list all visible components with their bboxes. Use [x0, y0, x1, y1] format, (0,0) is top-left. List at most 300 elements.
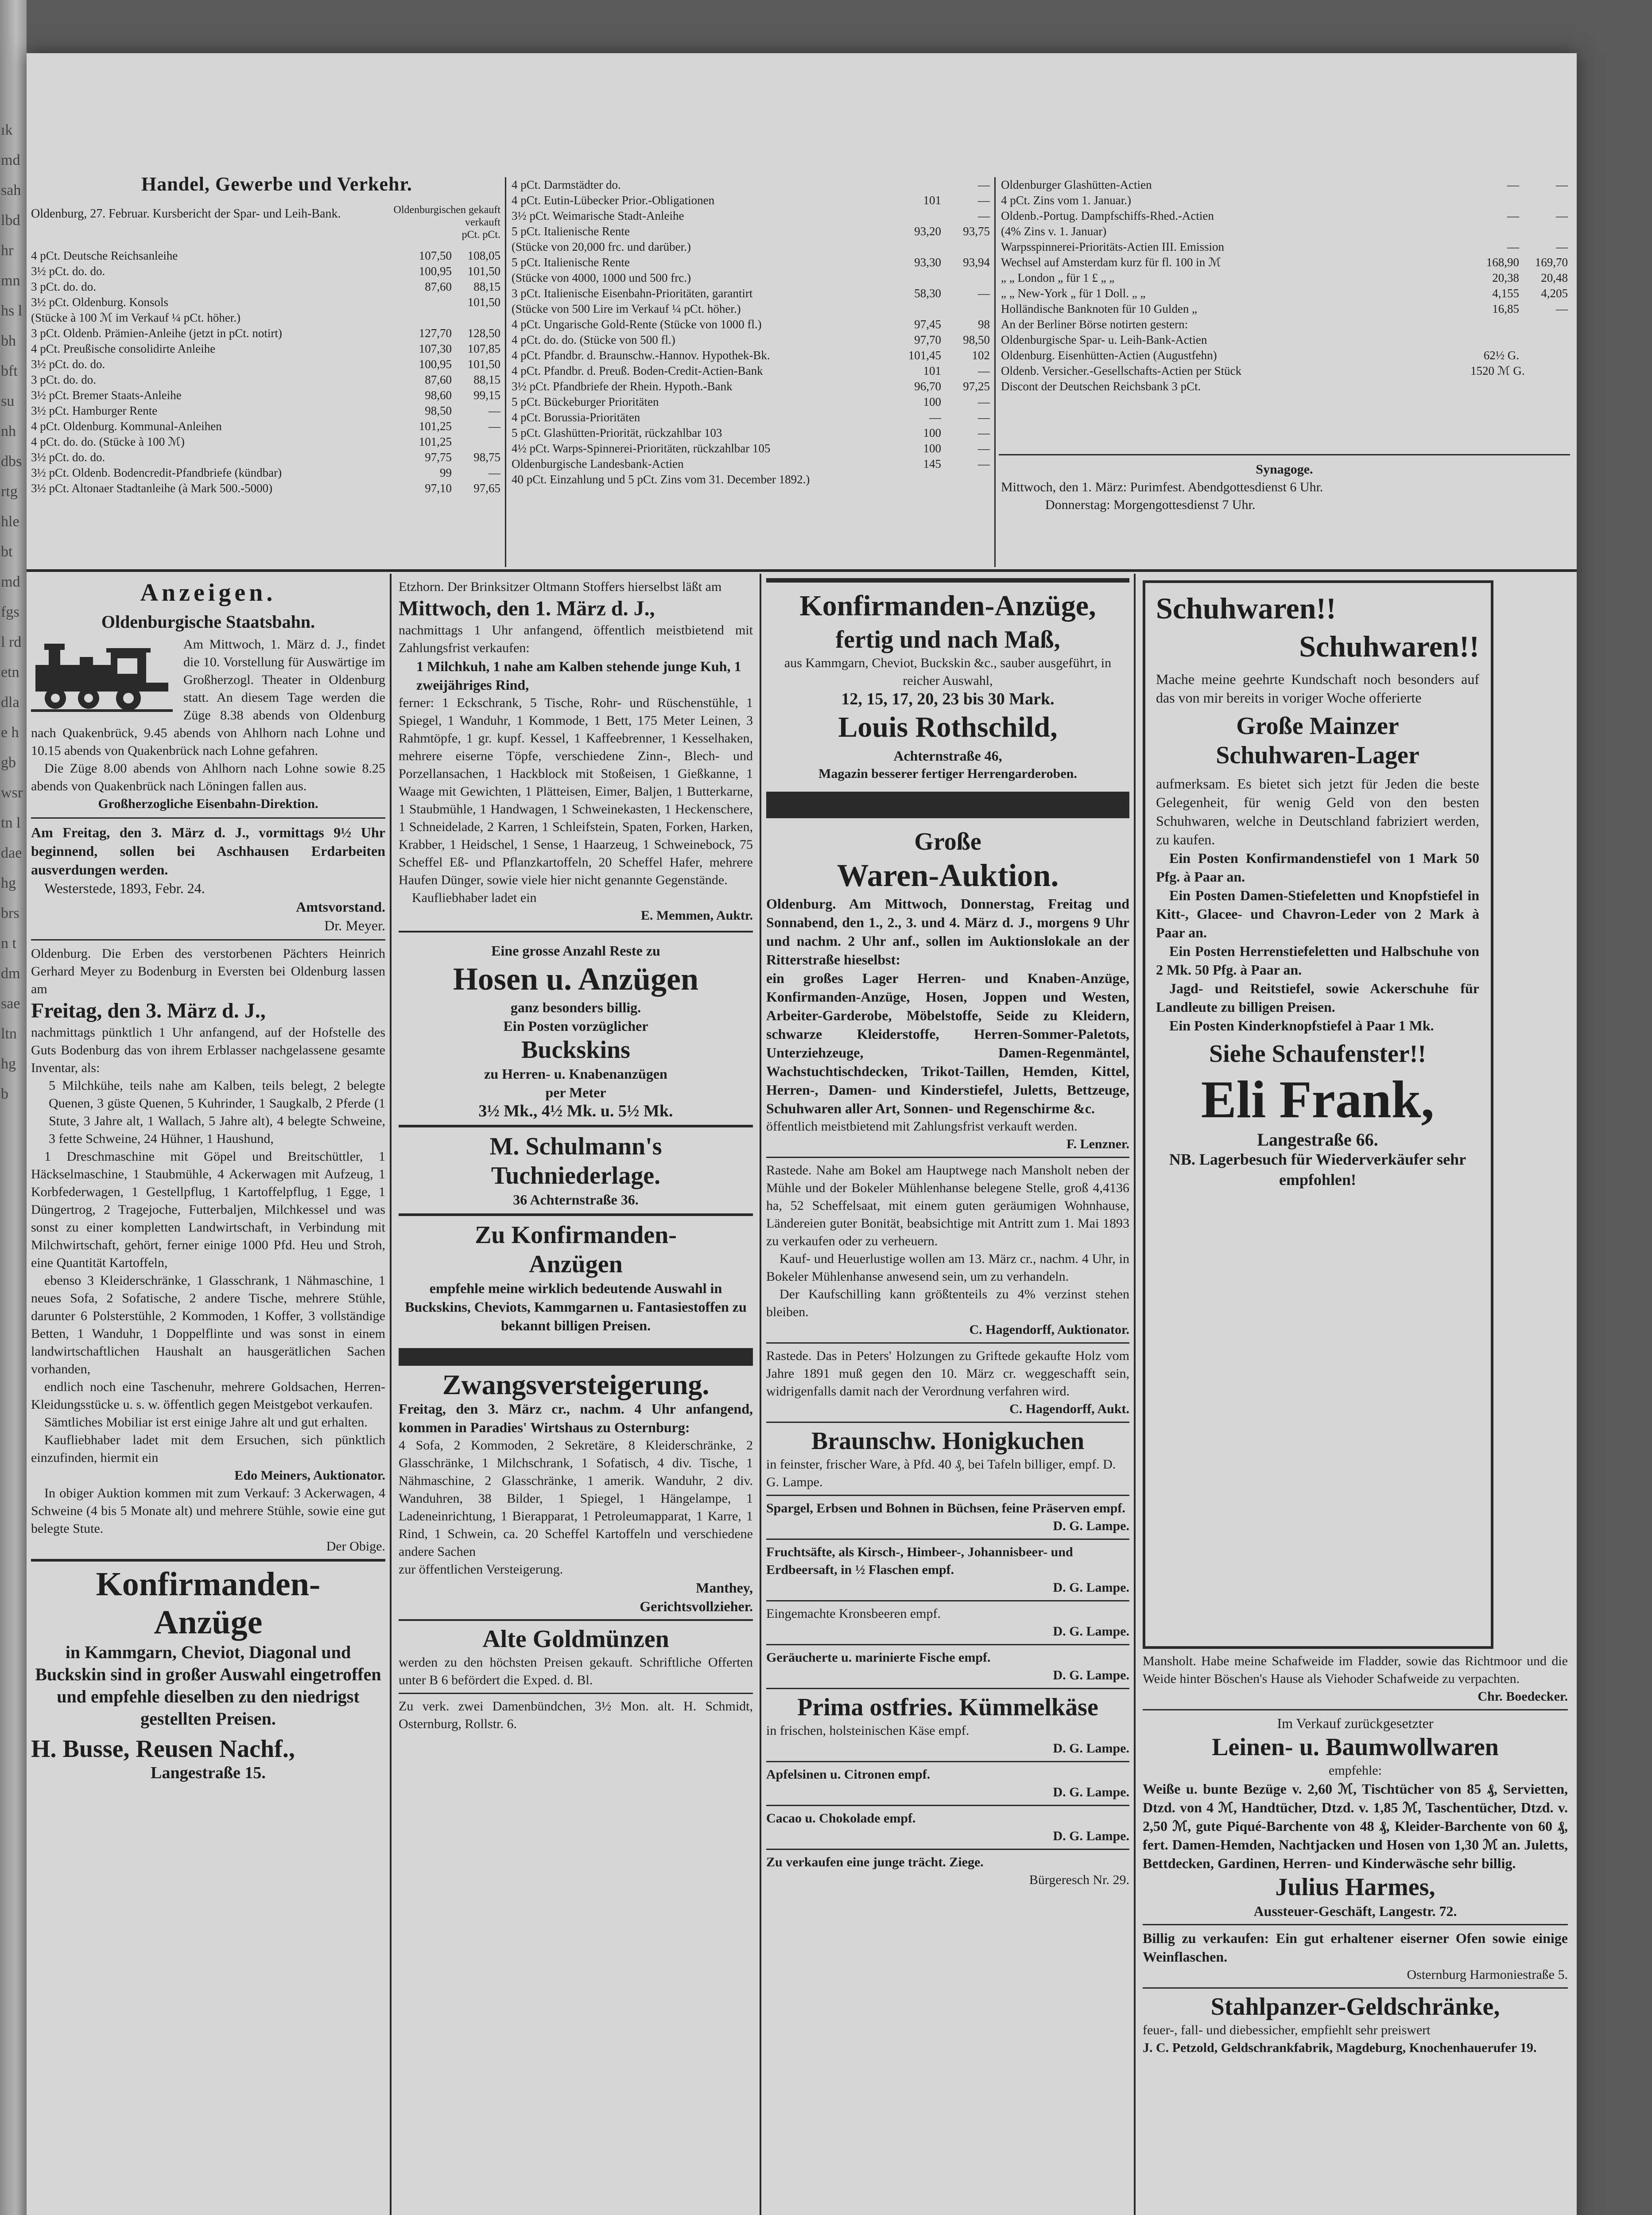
lampe-signature: D. G. Lampe. [1053, 1580, 1129, 1595]
market-cell-v2 [1519, 332, 1568, 348]
market-cell-v1: 98,50 [425, 404, 452, 417]
market-cell-v1: 100 [923, 442, 941, 455]
market-cell-v2: — [1556, 178, 1568, 191]
schuh-text2: aufmerksam. Es bietet sich jetzt für Jeden die beste Gelegenheit, für wenig Geld von den besten Schuhwaren, welche in Deutschland fabriziert werden, zu kaufen. [1156, 776, 1479, 847]
reste-title2: Buckskins [521, 1036, 630, 1064]
lampe-signature: D. G. Lampe. [1053, 1624, 1129, 1639]
mansholt-signature: Chr. Boedecker. [1477, 1689, 1568, 1704]
lampe-signature: D. G. Lampe. [1053, 1785, 1129, 1799]
market-cell-d: 4 pCt. do. do. (Stücke à 100 ℳ) [31, 435, 185, 448]
market-cell-d: Wechsel auf Amsterdam kurz für fl. 100 in ℳ [1001, 256, 1221, 269]
column-3 [766, 578, 1129, 2215]
market-cell-d: 5 pCt. Bückeburger Prioritäten [512, 395, 659, 408]
market-row [512, 177, 990, 193]
market-cell-v2: 98,50 [963, 333, 990, 346]
market-cell-d: 3 pCt. Italienische Eisenbahn-Prioritäten, garantirt [512, 287, 753, 300]
market-row [512, 193, 990, 208]
bodenburg-signature: Edo Meiners, Auktionator. [234, 1468, 385, 1483]
bodenburg-text2: nachmittags pünktlich 1 Uhr anfangend, auf der Hofstelle des Guts Bodenburg das von ihrem Erblasser nachgelassene gesamte Inventar, als: [31, 1025, 385, 1075]
etzhorn-text4: Kaufliebhaber ladet ein [412, 890, 537, 905]
market-row [1001, 363, 1568, 379]
market-row [512, 239, 990, 255]
reste-prices: 3½ Mk., 4½ Mk. u. 5½ Mk. [478, 1102, 673, 1120]
market-row [1001, 270, 1568, 286]
divider [766, 1688, 1129, 1689]
synagoge [1001, 461, 1568, 514]
busse-name: H. Busse, Reusen Nachf., [31, 1735, 295, 1763]
market-cell-d: 5 pCt. Italienische Rente [512, 256, 630, 269]
busse-title2: Anzüge [154, 1604, 263, 1641]
gold-title: Alte Goldmünzen [482, 1625, 669, 1653]
market-cell-d: 4 pCt. Ungarische Gold-Rente (Stücke von 1000 fl.) [512, 318, 762, 331]
market-cell-d: (Stücke von 4000, 1000 und 500 frc.) [512, 271, 691, 284]
market-cell-v2 [1519, 193, 1568, 208]
market-cell-v1: 99 [440, 466, 452, 479]
market-cell-v1 [892, 177, 941, 193]
market-row [512, 363, 990, 379]
market-row [512, 410, 990, 425]
aal-text: Geräucherte u. marinierte Fische empf. [766, 1650, 991, 1665]
market-row [1001, 317, 1568, 332]
market-cell-v2 [452, 310, 500, 326]
market-cell-v1: 97,70 [914, 333, 941, 346]
kase-title: Prima ostfries. Kümmelkäse [797, 1694, 1098, 1721]
rule [505, 177, 506, 567]
bodenburg-text7: Kaufliebhaber ladet mit dem Ersuchen, sich pünktlich einzufinden, hiermit ein [31, 1433, 385, 1465]
market-cell-v2 [941, 270, 990, 286]
ofen-address: Osternburg Harmoniestraße 5. [1407, 1967, 1568, 1982]
black-band [399, 1348, 753, 1366]
market-cell-v2: 93,94 [963, 256, 990, 269]
black-band [766, 578, 1129, 583]
market-row [31, 295, 500, 310]
market-cell-v1: 107,50 [419, 249, 452, 262]
etzhorn-text1: Etzhorn. Der Brinksitzer Oltmann Stoffers hierselbst läßt am [399, 579, 722, 594]
staatsbahn-text2: Die Züge 8.00 abends von Ahlhorn nach Lohne sowie 8.25 abends von Quakenbrück nach Löningen fallen aus. [31, 761, 385, 793]
schuh-title2: Schuhwaren!! [1299, 630, 1479, 663]
westerstede-signature: Amtsvorstand. [296, 899, 385, 915]
market-cell-d: 3½ pCt. Oldenb. Bodencredit-Pfandbriefe (kündbar) [31, 466, 282, 479]
divider [766, 1805, 1129, 1806]
market-cell-d: 4 pCt. Pfandbr. d. Preuß. Boden-Credit-Actien-Bank [512, 364, 763, 377]
market-cell-d: „ „ London „ für 1 £ „ „ [1001, 271, 1115, 284]
market-row [512, 255, 990, 270]
damen-text: Zu verk. zwei Damenbündchen, 3½ Mon. alt. H. Schmidt, Osternburg, Rollstr. 6. [399, 1699, 753, 1731]
market-cell-v2: 98 [978, 318, 990, 331]
auktion-title2: Waren-Auktion. [837, 858, 1059, 893]
divider [31, 1559, 385, 1562]
market-cell-v1: 1520 ℳ G. [1470, 364, 1525, 377]
schulmann-title2: Tuchniederlage. [491, 1162, 661, 1189]
market-cell-d: Discont der Deutschen Reichsbank 3 pCt. [1001, 380, 1201, 393]
market-cell-v1: 101,25 [419, 435, 452, 448]
divider [766, 1539, 1129, 1540]
lampe-signature: D. G. Lampe. [1053, 1829, 1129, 1843]
market-row [31, 403, 500, 419]
market-cell-d: 3½ pCt. do. do. [31, 358, 105, 371]
divider [766, 1342, 1129, 1344]
konf-title2: Anzügen [529, 1251, 623, 1278]
market-cell-v1: 93,20 [914, 225, 941, 238]
market-cell-d: An der Berliner Börse notirten gestern: [1001, 318, 1188, 331]
market-cell-d: Oldenburger Glashütten-Actien [1001, 178, 1152, 191]
market-cell-v2: 102 [972, 349, 990, 362]
market-cell-v1: 93,30 [914, 256, 941, 269]
honig-title: Braunschw. Honigkuchen [811, 1427, 1085, 1455]
market-row [512, 286, 990, 301]
market-cell-v2: — [978, 178, 990, 191]
market-cell-v2: — [978, 426, 990, 439]
market-cell-v1: 97,10 [425, 482, 452, 495]
market-row [31, 326, 500, 341]
market-cell-d: 3½ pCt. Weimarische Stadt-Anleihe [512, 209, 684, 222]
konf-text: empfehle meine wirklich bedeutende Auswahl in Buckskins, Cheviots, Kammgarnen u. Fantasiestoffen zu bekannt billigen Preisen. [405, 1280, 747, 1333]
auktion-signature: F. Lenzner. [1066, 1137, 1129, 1151]
krons-text: Eingemachte Kronsbeeren empf. [766, 1606, 941, 1621]
market-cell-v2: — [489, 420, 500, 433]
schuh-text3: Ein Posten Konfirmandenstiefel von 1 Mark 50 Pfg. à Paar an. [1156, 850, 1479, 885]
divider [766, 1600, 1129, 1601]
divider [399, 931, 753, 933]
rastede-signature: C. Hagendorff, Auktionator. [969, 1322, 1129, 1337]
column-1 [31, 578, 385, 2215]
anzeigen-heading: Anzeigen. [140, 579, 276, 606]
auktion-text2: ein großes Lager Herren- und Knaben-Anzüge, Konfirmanden-Anzüge, Hosen, Joppen und Westen, Arbeiter-Garderobe, Möbelstoffe, Seide zu Kleidern, schwarze Kleiderstoffe, Herren-Sommer-Paletots, Unterziehzeuge, Damen-Regenmäntel, Wachstuchtischdecken, Trikot-Taillen, Hemden, Kittel, Herren-, Damen- und Kinderstiefel, Juletts, Bettzeuge, Schuhwaren aller Art, Sonnen- und Regenschirme &c. [766, 970, 1129, 1116]
bodenburg-date: Freitag, den 3. März d. J., [31, 999, 266, 1022]
rastede2-signature: C. Hagendorff, Aukt. [1009, 1402, 1129, 1416]
market-row [31, 388, 500, 403]
market-cell-d: Oldenburgische Spar- u. Leih-Bank-Actien [1001, 333, 1207, 346]
market-cell-v1 [403, 310, 452, 326]
market-cell-v1: 100 [923, 395, 941, 408]
rothschild-address: Achternstraße 46, [893, 748, 1002, 764]
market-cell-d: 3½ pCt. Altonaer Stadtanleihe (à Mark 500.-5000) [31, 482, 273, 495]
schuh-title1: Schuhwaren!! [1156, 591, 1336, 625]
market-cell-v2: 97,25 [963, 380, 990, 393]
bodenburg-text8: In obiger Auktion kommen mit zum Verkauf: 3 Ackerwagen, 4 Schweine (4 bis 5 Monate alt) und mehrere Stühle, sowie eine gut belegte Stute. [31, 1486, 385, 1536]
schuh-text4: Ein Posten Damen-Stiefeletten und Knopfstiefel in Kitt-, Glacee- und Chavron-Leder von 2 Mark à Paar an. [1156, 887, 1479, 940]
market-cell-v1: — [1507, 209, 1519, 222]
market-row [1001, 224, 1568, 239]
market-cell-v1: — [1507, 240, 1519, 253]
market-row [512, 332, 990, 348]
market-cell-d: „ „ New-York „ für 1 Doll. „ „ [1001, 287, 1146, 300]
market-cell-v2: 101,50 [467, 264, 500, 278]
synagoge-title: Synagoge. [1256, 462, 1313, 477]
market-cell-d: Oldenburgische Landesbank-Actien [512, 457, 684, 470]
market-cell-d: 3 pCt. do. do. [31, 280, 97, 293]
column-rule [1134, 574, 1136, 2215]
rastede-text2: Kauf- und Heuerlustige wollen am 13. März cr., nachm. 4 Uhr, in Bokeler Mühlenhanse anwesend sein, um zu verhandeln. [766, 1251, 1129, 1284]
column-4-lower [1143, 1652, 1568, 2215]
etzhorn-signature: E. Memmen, Auktr. [640, 908, 753, 923]
market-cell-v1: — [1507, 178, 1519, 191]
synagoge-text: Mittwoch, den 1. März: Purimfest. Abendgottesdienst 6 Uhr. [1001, 480, 1323, 494]
market-cell-d: Oldenburg. Eisenhütten-Actien (Augustfehn) [1001, 349, 1217, 362]
divider [766, 1422, 1129, 1423]
divider [399, 1619, 753, 1621]
market-cell-v1 [892, 270, 941, 286]
market-row [31, 434, 500, 450]
market-cell-v1: 87,60 [425, 280, 452, 293]
market-cell-v1: 101 [923, 194, 941, 207]
market-cell-v2 [1519, 224, 1568, 239]
market-cell-v2: — [978, 194, 990, 207]
schuh-text7: Ein Posten Kinderknopfstiefel à Paar 1 Mk. [1169, 1018, 1434, 1034]
market-cell-v1: 98,60 [425, 389, 452, 402]
newspaper-page [27, 53, 1577, 2215]
market-cell-d: 5 pCt. Italienische Rente [512, 225, 630, 238]
eli-frank-nb: NB. Lagerbesuch für Wiederverkäufer sehr empfohlen! [1169, 1150, 1466, 1189]
spargel-text: Spargel, Erbsen und Bohnen in Büchsen, feine Präserven empf. [766, 1501, 1125, 1516]
market-cell-v2: 108,05 [467, 249, 500, 262]
market-row [31, 310, 500, 326]
etzhorn-text2: nachmittags 1 Uhr anfangend, öffentlich meistbietend mit Zahlungsfrist verkaufen: [399, 623, 753, 655]
market-row [512, 270, 990, 286]
market-cell-v2: — [978, 209, 990, 222]
harmes-text1: empfehle: [1329, 1763, 1382, 1778]
mansholt-text: Mansholt. Habe meine Schafweide im Fladder, sowie das Richtmoor und die Weide hinter Böschen's Hause als Viehoder Schafweide zu verpachten. [1143, 1654, 1568, 1686]
market-cell-d: (Stücke von 500 Lire im Verkauf ¼ pCt. höher.) [512, 302, 741, 315]
konf-title: Zu Konfirmanden- [475, 1221, 677, 1249]
harmes-text0: Im Verkauf zurückgesetzter [1277, 1715, 1434, 1731]
auktion-title1: Große [914, 828, 981, 855]
schulmann-address: 36 Achternstraße 36. [513, 1192, 639, 1208]
market-cell-v2: — [978, 364, 990, 377]
market-cell-v1: 101,25 [419, 420, 452, 433]
kase-text: in frischen, holsteinischen Käse empf. [766, 1723, 969, 1738]
market-cell-v2 [941, 301, 990, 317]
reste-text5: per Meter [545, 1084, 606, 1100]
harmes-address: Aussteuer-Geschäft, Langestr. 72. [1253, 1903, 1457, 1919]
market-cell-v1: 58,30 [914, 287, 941, 300]
market-cell-v1: 127,70 [419, 326, 452, 340]
divider [766, 1644, 1129, 1645]
market-row [1001, 177, 1568, 193]
lampe-signature: D. G. Lampe. [1053, 1668, 1129, 1683]
divider [1143, 1709, 1568, 1710]
market-cell-v1: 97,75 [425, 451, 452, 464]
market-col3 [1001, 177, 1568, 447]
stahl-signature: J. C. Petzold, Geldschrankfabrik, Magdeburg, Knochenhauerufer 19. [1143, 2040, 1537, 2055]
market-cell-v1: 100,95 [419, 264, 452, 278]
rastede-text: Rastede. Nahe am Bokel am Hauptwege nach Mansholt neben der Mühle und der Bokeler Mühlenhanse belegene Stelle, groß 4,4136 ha, 52 Scheffelsaat, mit einem guten geräumigen Wohnhause, Ländereien guter Bonität, beabsichtige mit Antritt zum 1. Mai 1893 zu verkaufen oder zu verheuern. [766, 1163, 1129, 1248]
busse-address: Langestraße 15. [151, 1764, 266, 1782]
market-cell-v1: 168,90 [1486, 256, 1519, 269]
divider [31, 939, 385, 940]
market-cell-v2: — [1556, 302, 1568, 315]
rule [999, 454, 1570, 455]
market-col2 [512, 177, 990, 567]
auktion-text3: öffentlich meistbietend mit Zahlungsfrist verkauft werden. [766, 1119, 1078, 1134]
market-cell-v2: 93,75 [963, 225, 990, 238]
previous-page-text: ıkmdsahlbd hrmnhs lbhbftsu nhdbsrtg hlebtmdfgsl rdetndlae hgbwsrtn ldaehgbrsn tdmsaeltnhgb [1, 122, 23, 1102]
market-cell-d: 3 pCt. do. do. [31, 373, 97, 386]
divider [766, 1761, 1129, 1762]
divider [399, 1213, 753, 1216]
market-cell-v2 [452, 434, 500, 450]
etzhorn-date: Mittwoch, den 1. März d. J., [399, 597, 655, 620]
market-cell-v2: — [489, 404, 500, 417]
market-cell-v1 [1470, 379, 1519, 394]
market-row [1001, 255, 1568, 270]
previous-page-edge [0, 0, 27, 2215]
honig-text: in feinster, frischer Ware, à Pfd. 40 ₰, bei Tafeln billiger, empf. D. G. Lampe. [766, 1457, 1116, 1489]
schaufenster: Siehe Schaufenster!! [1209, 1040, 1426, 1068]
market-cell-v1: 62½ G. [1483, 349, 1519, 362]
market-row [1001, 332, 1568, 348]
market-cell-d: 3½ pCt. do. do. [31, 264, 105, 278]
market-row [512, 394, 990, 410]
market-head: Oldenburgischen gekauft verkauft pCt. pCt. [393, 204, 500, 241]
schuh-title4: Schuhwaren-Lager [1216, 742, 1419, 769]
rastede-text3: Der Kaufschilling kann größtenteils zu 4% verzinst stehen bleiben. [766, 1287, 1129, 1319]
market-intro: Oldenburg, 27. Februar. Kursbericht der Spar- und Leih-Bank. [31, 207, 341, 221]
market-row [512, 208, 990, 224]
market-row [1001, 348, 1568, 363]
rule [994, 177, 996, 567]
divider [399, 1125, 753, 1127]
market-row [512, 317, 990, 332]
schulmann-title: M. Schulmann's [489, 1133, 662, 1160]
bodenburg-text3: 1 Dreschmaschine mit Göpel und Breitschüttler, 1 Häckselmaschine, 1 Staubmühle, 4 Ackerwagen mit Aufzeug, 1 Korbfederwagen, 1 Gestellpflug, 1 Kartoffelpflug, 1 Egge, 1 Düngertrog, 2 Tragejoche, Futterbaljen, Milchkessel und was sonst zu einer kompletten Landwirtschaft, in Verbindung mit Milchwirtschaft, gehört, ferner einige 1000 Pfd. Heu und Stroh, eine Quantität Kartoffeln, [31, 1149, 385, 1270]
market-cell-d: 4 pCt. Oldenburg. Kommunal-Anleihen [31, 420, 222, 433]
westerstede-signature2: Dr. Meyer. [324, 917, 385, 933]
market-cell-v2: 20,48 [1541, 271, 1568, 284]
market-cell-d: 4 pCt. Borussia-Prioritäten [512, 411, 640, 424]
market-cell-d: 4 pCt. Deutsche Reichsanleihe [31, 249, 178, 262]
market-cell-v2: 101,50 [467, 358, 500, 371]
market-cell-v2: — [978, 411, 990, 424]
divider [766, 1849, 1129, 1850]
market-cell-v1: 100 [923, 426, 941, 439]
market-cell-v2: 99,15 [473, 389, 500, 402]
market-cell-d: 3½ pCt. do. do. [31, 451, 105, 464]
schuh-text5: Ein Posten Herrenstiefeletten und Halbschuhe von 2 Mk. 50 Pfg. à Paar an. [1156, 943, 1479, 978]
stahl-text: feuer-, fall- und diebessicher, empfiehlt sehr preiswert [1143, 2023, 1431, 2037]
market-cell-d: (4% Zins v. 1. Januar) [1001, 225, 1107, 238]
konf3-title: Konfirmanden-Anzüge, [799, 590, 1096, 622]
market-cell-v1: 96,70 [914, 380, 941, 393]
market-row [1001, 379, 1568, 394]
market-cell-d: 4 pCt. Eutin-Lübecker Prior.-Obligationen [512, 194, 715, 207]
market-cell-v1: 100,95 [419, 358, 452, 371]
market-cell-v1 [1470, 193, 1519, 208]
market-cell-v2: — [978, 457, 990, 470]
market-row [512, 456, 990, 472]
eli-frank-name: Eli Frank, [1201, 1070, 1435, 1129]
staatsbahn-signature: Großherzogliche Eisenbahn-Direktion. [98, 797, 318, 811]
market-cell-v2 [1519, 363, 1568, 379]
market-row [1001, 208, 1568, 224]
market-cell-v2 [1519, 317, 1568, 332]
market-cell-v1 [1470, 224, 1519, 239]
market-cell-d: 4 pCt. do. do. (Stücke von 500 fl.) [512, 333, 675, 346]
zwang-text: Freitag, den 3. März cr., nachm. 4 Uhr anfangend, kommen in Paradies' Wirtshaus zu Osternburg: [399, 1401, 753, 1435]
konf3-text2: aus Kammgarn, Cheviot, Buckskin &c., sauber ausgeführt, in reicher Auswahl, [784, 656, 1112, 688]
market-cell-v2: 88,15 [473, 373, 500, 386]
divider [1143, 1987, 1568, 1989]
market-cell-d: Warpsspinnerei-Prioritäts-Actien III. Emission [1001, 240, 1224, 253]
zwang-text2: 4 Sofa, 2 Kommoden, 2 Sekretäre, 8 Kleiderschränke, 2 Glasschränke, 1 Milchschrank, 1 Sofatisch, 4 div. Tische, 1 Nähmaschine, 2 Glasschränke, 1 amerik. Wanduhr, 2 div. Wanduhren, 38 Bilder, 1 Spiegel, 1 Hängelampe, 1 Ladeneinrichtung, 1 Bierapparat, 1 Petroleumapparat, 1 Karre, 1 Rind, 1 Schwein, ca. 20 Scheffel Kartoffeln und verschiedene andere Sachen [399, 1438, 753, 1559]
market-cell-d: 5 pCt. Glashütten-Priorität, rückzahlbar 103 [512, 426, 722, 439]
konf3-prices: 12, 15, 17, 20, 23 bis 30 Mark. [841, 690, 1055, 708]
market-cell-v1: 4,155 [1492, 287, 1519, 300]
konf3-text: fertig und nach Maß, [835, 626, 1060, 653]
market-row [31, 372, 500, 388]
market-cell-v1: 87,60 [425, 373, 452, 386]
market-cell-v2 [941, 239, 990, 255]
market-row [31, 279, 500, 295]
market-cell-v2: — [1556, 209, 1568, 222]
market-cell-v1: 20,38 [1492, 271, 1519, 284]
westerstede-text: Am Freitag, den 3. März d. J., vormittags 9½ Uhr beginnend, sollen bei Aschhausen Erdarbeiten ausverdungen werden. [31, 824, 385, 878]
column-rule [760, 574, 761, 2215]
staatsbahn-title: Oldenburgische Staatsbahn. [101, 612, 315, 632]
market-cell-v2: — [1556, 240, 1568, 253]
reste-title: Hosen u. Anzügen [453, 961, 699, 997]
reste-text4: zu Herren- u. Knabenanzügen [484, 1066, 667, 1082]
market-cell-v1 [892, 239, 941, 255]
harmes-text2: Weiße u. bunte Bezüge v. 2,60 ℳ, Tischtücher von 85 ₰, Servietten, Dtzd. von 4 ℳ, Handtücher, Dtzd. v. 1,85 ℳ, Taschentücher, Dtzd. v. 2,50 ℳ, gute Piqué-Barchente von 48 ₰, Kleider-Barchente von 60 ₰, fert. Damen-Hemden, Nachtjacken und Hosen von 1,30 ℳ an. Juletts, Bettdecken, Gardinen, Herren- und Kinderwäsche sehr billig. [1143, 1781, 1568, 1871]
market-col1 [31, 248, 500, 567]
market-cell-v1: 97,45 [914, 318, 941, 331]
market-row [31, 465, 500, 481]
rastede2-text: Rastede. Das in Peters' Holzungen zu Griftede gekaufte Holz vom Jahre 1891 muß gegen den 10. März cr. weggeschafft sein, widrigenfalls damit nach der Verordnung verfahren wird. [766, 1348, 1129, 1399]
market-cell-v1: 145 [923, 457, 941, 470]
market-row [31, 419, 500, 434]
column-rule [390, 574, 392, 2215]
synagoge-text2: Donnerstag: Morgengottesdienst 7 Uhr. [1045, 497, 1256, 512]
ziege-address: Bürgeresch Nr. 29. [1029, 1873, 1129, 1887]
market-cell-v1 [892, 301, 941, 317]
reste-text2: ganz besonders billig. [510, 999, 641, 1015]
market-cell-d: (Stücke von 20,000 frc. und darüber.) [512, 240, 691, 253]
market-cell-v1 [1470, 332, 1519, 348]
market-cell-d: 40 pCt. Einzahlung und 5 pCt. Zins vom 31. December 1892.) [512, 473, 810, 486]
auktion-text: Oldenburg. Am Mittwoch, Donnerstag, Freitag und Sonnabend, den 1., 2., 3. und 4. März d. J., morgens 9 Uhr und nachm. 2 Uhr anf., sollen im Auktionslokale an der Ritterstraße hieselbst: [766, 896, 1129, 968]
market-cell-v2: 98,75 [473, 451, 500, 464]
ofen-text: Billig zu verkaufen: Ein gut erhaltener eiserner Ofen sowie einige Weinflaschen. [1143, 1930, 1568, 1965]
market-row [31, 264, 500, 279]
bodenburg-text6: Sämtliches Mobiliar ist erst einige Jahre alt und gut erhalten. [44, 1415, 368, 1430]
staatsbahn-text: Am Mittwoch, 1. März d. J., findet die 10. Vorstellung für Auswärtige im Großherzogl. Theater in Oldenburg statt. An diesem Tage werden die Züge 8.38 abends von Oldenburg nach Quakenbrück, 9.45 abends von Ahlhorn nach Lohne und 10.15 abends von Quakenbrück nach Lohne gefahren. [31, 637, 385, 758]
market-cell-v2: — [978, 442, 990, 455]
market-cell-d: 3 pCt. Oldenb. Prämien-Anleihe (jetzt in pCt. notirt) [31, 326, 282, 340]
market-row [31, 248, 500, 264]
market-cell-v2: 97,65 [473, 482, 500, 495]
market-cell-v2: 4,205 [1541, 287, 1568, 300]
market-cell-v1 [403, 295, 452, 310]
market-cell-v2 [1519, 379, 1568, 394]
rothschild-tagline: Magazin besserer fertiger Herrengarderoben. [818, 766, 1077, 781]
market-cell-d: Holländische Banknoten für 10 Gulden „ [1001, 302, 1198, 315]
zwang-signature1: Manthey, [696, 1580, 753, 1596]
market-cell-v1: 16,85 [1492, 302, 1519, 315]
schuh-text6: Jagd- und Reitstiefel, sowie Ackerschuhe für Landleute zu billigen Preisen. [1156, 980, 1479, 1015]
schuh-text: Mache meine geehrte Kundschaft noch besonders auf das von mir bereits in voriger Woche offerierte [1156, 671, 1479, 706]
bodenburg-text1: Oldenburg. Die Erben des verstorbenen Pächters Heinrich Gerhard Meyer zu Bodenburg in Eversten bei Oldenburg lassen am [31, 946, 385, 996]
market-cell-v1: 101 [923, 364, 941, 377]
divider [31, 817, 385, 819]
market-row [31, 481, 500, 496]
bodenburg-text5: endlich noch eine Taschenuhr, mehrere Goldsachen, Herren-Kleidungsstücke u. s. w. öffentlich gegen Meistgebot verkaufen. [31, 1380, 385, 1412]
market-cell-d: (Stücke à 100 ℳ im Verkauf ¼ pCt. höher.) [31, 311, 241, 324]
market-cell-v2: 169,70 [1535, 256, 1568, 269]
market-cell-d: 4 pCt. Zins vom 1. Januar.) [1001, 194, 1131, 207]
frucht-text: Fruchtsäfte, als Kirsch-, Himbeer-, Johannisbeer- und Erdbeersaft, in ½ Flaschen empf. [766, 1545, 1073, 1577]
market-cell-v2: — [978, 395, 990, 408]
